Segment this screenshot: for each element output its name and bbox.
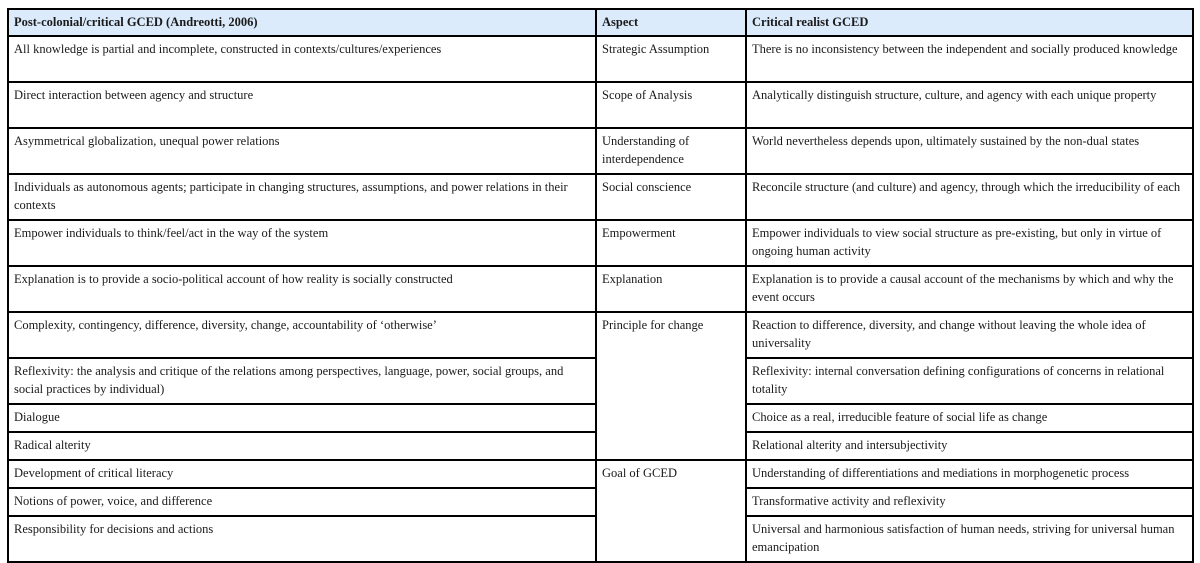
critical-realist-cell: Reaction to difference, diversity, and change without leaving the whole idea of universality bbox=[746, 312, 1193, 358]
postcolonial-cell: Direct interaction between agency and structure bbox=[8, 82, 596, 128]
header-row bbox=[8, 9, 1193, 36]
critical-realist-cell: Choice as a real, irreducible feature of social life as change bbox=[746, 404, 1193, 432]
aspect-cell: Principle for change bbox=[596, 312, 746, 460]
aspect-cell: Explanation bbox=[596, 266, 746, 312]
postcolonial-cell: Individuals as autonomous agents; participate in changing structures, assumptions, and power relations in their contexts bbox=[8, 174, 596, 220]
header-critical-realist: Critical realist GCED bbox=[746, 9, 1193, 36]
critical-realist-cell: Transformative activity and reflexivity bbox=[746, 488, 1193, 516]
table-row bbox=[8, 36, 1193, 82]
postcolonial-cell: Development of critical literacy bbox=[8, 460, 596, 488]
postcolonial-cell: Complexity, contingency, difference, diversity, change, accountability of ‘otherwise’ bbox=[8, 312, 596, 358]
header-postcolonial: Post-colonial/critical GCED (Andreotti, 2006) bbox=[8, 9, 596, 36]
postcolonial-cell: Radical alterity bbox=[8, 432, 596, 460]
critical-realist-cell: Understanding of differentiations and mediations in morphogenetic process bbox=[746, 460, 1193, 488]
aspect-cell: Scope of Analysis bbox=[596, 82, 746, 128]
critical-realist-cell: World nevertheless depends upon, ultimately sustained by the non-dual states bbox=[746, 128, 1193, 174]
critical-realist-cell: Relational alterity and intersubjectivity bbox=[746, 432, 1193, 460]
aspect-cell: Social conscience bbox=[596, 174, 746, 220]
critical-realist-cell: Explanation is to provide a causal account of the mechanisms by which and why the event occurs bbox=[746, 266, 1193, 312]
aspect-cell: Understanding of interdependence bbox=[596, 128, 746, 174]
postcolonial-cell: Explanation is to provide a socio-political account of how reality is socially constructed bbox=[8, 266, 596, 312]
postcolonial-cell: Notions of power, voice, and difference bbox=[8, 488, 596, 516]
table-row bbox=[8, 460, 1193, 488]
postcolonial-cell: Reflexivity: the analysis and critique of the relations among perspectives, language, power, social groups, and social practices by individual) bbox=[8, 358, 596, 404]
aspect-cell: Strategic Assumption bbox=[596, 36, 746, 82]
table-row bbox=[8, 128, 1193, 174]
table-row bbox=[8, 312, 1193, 358]
header-aspect: Aspect bbox=[596, 9, 746, 36]
critical-realist-cell: There is no inconsistency between the independent and socially produced knowledge bbox=[746, 36, 1193, 82]
critical-realist-cell: Reconcile structure (and culture) and agency, through which the irreducibility of each bbox=[746, 174, 1193, 220]
critical-realist-cell: Empower individuals to view social structure as pre-existing, but only in virtue of ongoing human activity bbox=[746, 220, 1193, 266]
critical-realist-cell: Reflexivity: internal conversation defining configurations of concerns in relational totality bbox=[746, 358, 1193, 404]
table-row bbox=[8, 220, 1193, 266]
postcolonial-cell: Asymmetrical globalization, unequal power relations bbox=[8, 128, 596, 174]
critical-realist-cell: Analytically distinguish structure, culture, and agency with each unique property bbox=[746, 82, 1193, 128]
table-row bbox=[8, 174, 1193, 220]
aspect-cell: Goal of GCED bbox=[596, 460, 746, 562]
table-row bbox=[8, 266, 1193, 312]
comparison-table bbox=[7, 8, 1194, 563]
table-row bbox=[8, 82, 1193, 128]
critical-realist-cell: Universal and harmonious satisfaction of human needs, striving for universal human emancipation bbox=[746, 516, 1193, 562]
postcolonial-cell: Empower individuals to think/feel/act in the way of the system bbox=[8, 220, 596, 266]
postcolonial-cell: All knowledge is partial and incomplete, constructed in contexts/cultures/experiences bbox=[8, 36, 596, 82]
aspect-cell: Empowerment bbox=[596, 220, 746, 266]
postcolonial-cell: Dialogue bbox=[8, 404, 596, 432]
postcolonial-cell: Responsibility for decisions and actions bbox=[8, 516, 596, 562]
